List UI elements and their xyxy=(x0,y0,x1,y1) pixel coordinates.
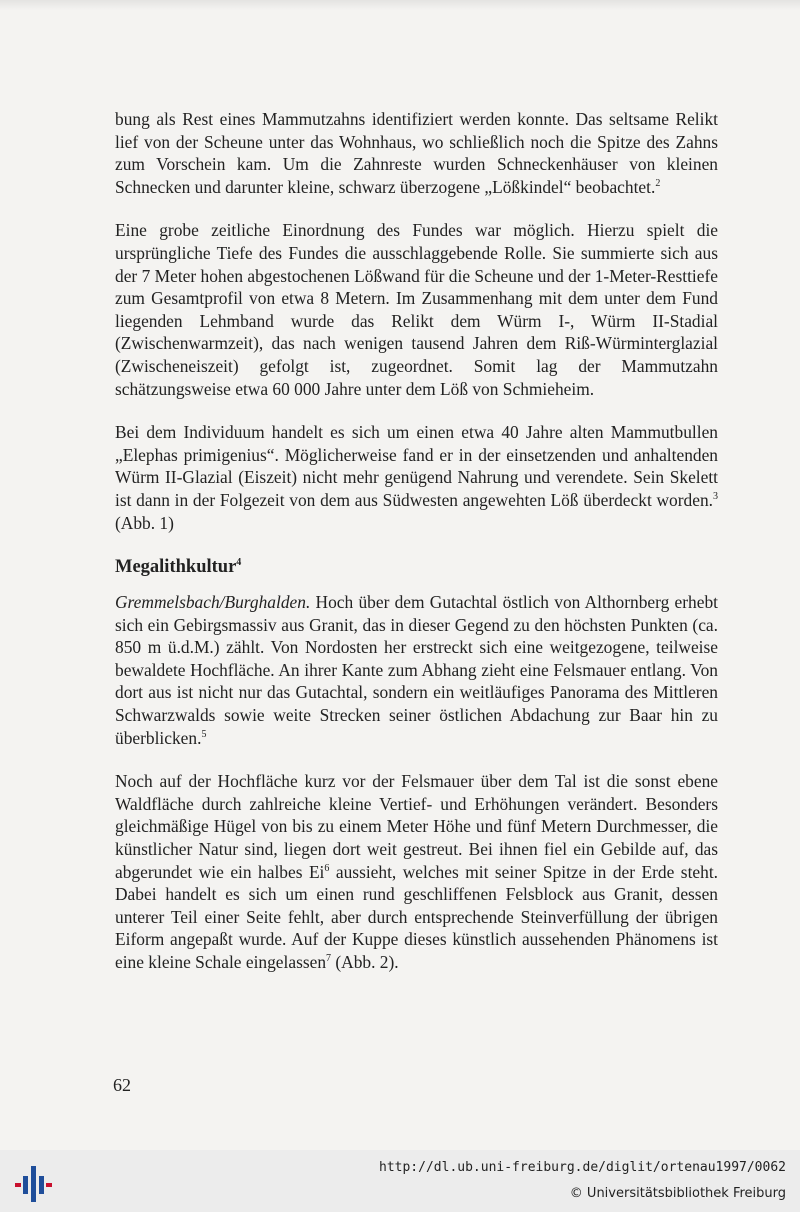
footnote-ref: 3 xyxy=(713,490,718,502)
footnote-ref: 5 xyxy=(201,728,207,740)
source-url-link[interactable]: http://dl.ub.uni-freiburg.de/diglit/ortenau1997/0062 xyxy=(379,1160,786,1175)
copyright-text: © Universitätsbibliothek Freiburg xyxy=(569,1186,786,1201)
footnote-ref: 7 xyxy=(326,953,332,964)
footnote-ref: 6 xyxy=(324,862,330,874)
page-number: 62 xyxy=(113,1075,131,1095)
page-top-edge xyxy=(0,0,800,10)
footnote-ref: 2 xyxy=(655,177,661,189)
place-name: Gremmelsbach/Burghalden. xyxy=(115,592,311,613)
paragraph-2: Eine grobe zeitliche Einordnung des Fundes war möglich. Hierzu spielt die ursprüngliche Tiefe des Fundes die ausschlaggebende Rolle. Sie summierte sich aus der 7 Meter hohen abgestochenen Lößwand für die Scheune und der 1-Meter-Resttiefe zum Gesamtprofil von etwa 8 Metern. Im Zusammenhang mit dem unter dem Fund liegenden Lehmband wurde das Relikt dem Würm I-, Würm II-Stadial (Zwischenwarmzeit), das nach wenigen tausend Jahren dem Riß-Würminterglazial (Zwischeneiszeit) gefolgt ist, zugeordnet. Somit lag der Mammutzahn schätzungsweise etwa 60 000 Jahre unter dem Löß von Schmieheim. xyxy=(115,220,718,399)
section-heading: Megalithkultur$^4$ xyxy=(115,557,242,578)
paragraph-3: Bei dem Individuum handelt es sich um einen etwa 40 Jahre alten Mammutbullen „Elephas primigenius“. Möglicherweise fand er in der einsetzenden und anhaltenden Würm II-Glazial (Eiszeit) nicht mehr genügend Nahrung und verendete. Sein Skelett ist dann in der Folgezeit von dem aus Südwesten angewehten Löß überdeckt worden.$^3$ (Abb. 1) xyxy=(115,422,718,533)
body-text xyxy=(115,108,718,974)
paragraph-1: bung als Rest eines Mammutzahns identifiziert werden konnte. Das seltsame Relikt lief von der Scheune unter das Wohnhaus, wo schließlich noch die Spitze des Zahns zum Vorschein kam. Um die Zahnreste wurden Schneckenhäuser von kleinen Schnecken und darunter kleine, schwarz überzogene „Lößkindel“ beobachtet.$^2$ xyxy=(115,109,718,197)
ub-freiburg-logo-icon xyxy=(14,1166,54,1202)
footnote-ref: 4 xyxy=(236,557,242,569)
paragraph-5: Noch auf der Hochfläche kurz vor der Felsmauer über dem Tal ist die sonst ebene Waldfläche durch zahlreiche kleine Vertief- und Erhöhungen verändert. Besonders gleichmäßige Hügel von bis zu einem Meter Höhe und fünf Metern Durchmesser, die künstlicher Natur sind, liegen dort weit gestreut. Bei ihnen fiel ein Gebilde auf, das abgerundet wie ein halbes Ei$^6$ aussieht, welches mit seiner Spitze in der Erde steht. Dabei handelt es sich um einen rund geschliffenen Felsblock aus Granit, dessen unterer Teil einer Seite fehlt, aber durch entsprechende Steinverfüllung der übrigen Eiform angepaßt wurde. Auf der Kuppe dieses künstlich aussehenden Phänomens ist eine kleine Schale eingelassen$^7$ (Abb. 2). xyxy=(115,771,719,972)
paragraph-4: Gremmelsbach/Burghalden. Hoch über dem Gutachtal östlich von Althornberg erhebt sich ein Gebirgsmassiv aus Granit, das in dieser Gegend zu den höchsten Punkten (ca. 850 m ü.d.M.) zählt. Von Nordosten her erstreckt sich eine weitgezogene, teilweise bewaldete Hochfläche. An ihrer Kante zum Abhang zieht eine Felsmauer entlang. Von dort aus ist nicht nur das Gutachtal, sondern ein weitläufiges Panorama des Mittleren Schwarzwalds sowie weite Strecken seiner östlichen Abdachung zur Baar hin zu überblicken.$^5$ xyxy=(115,592,718,748)
